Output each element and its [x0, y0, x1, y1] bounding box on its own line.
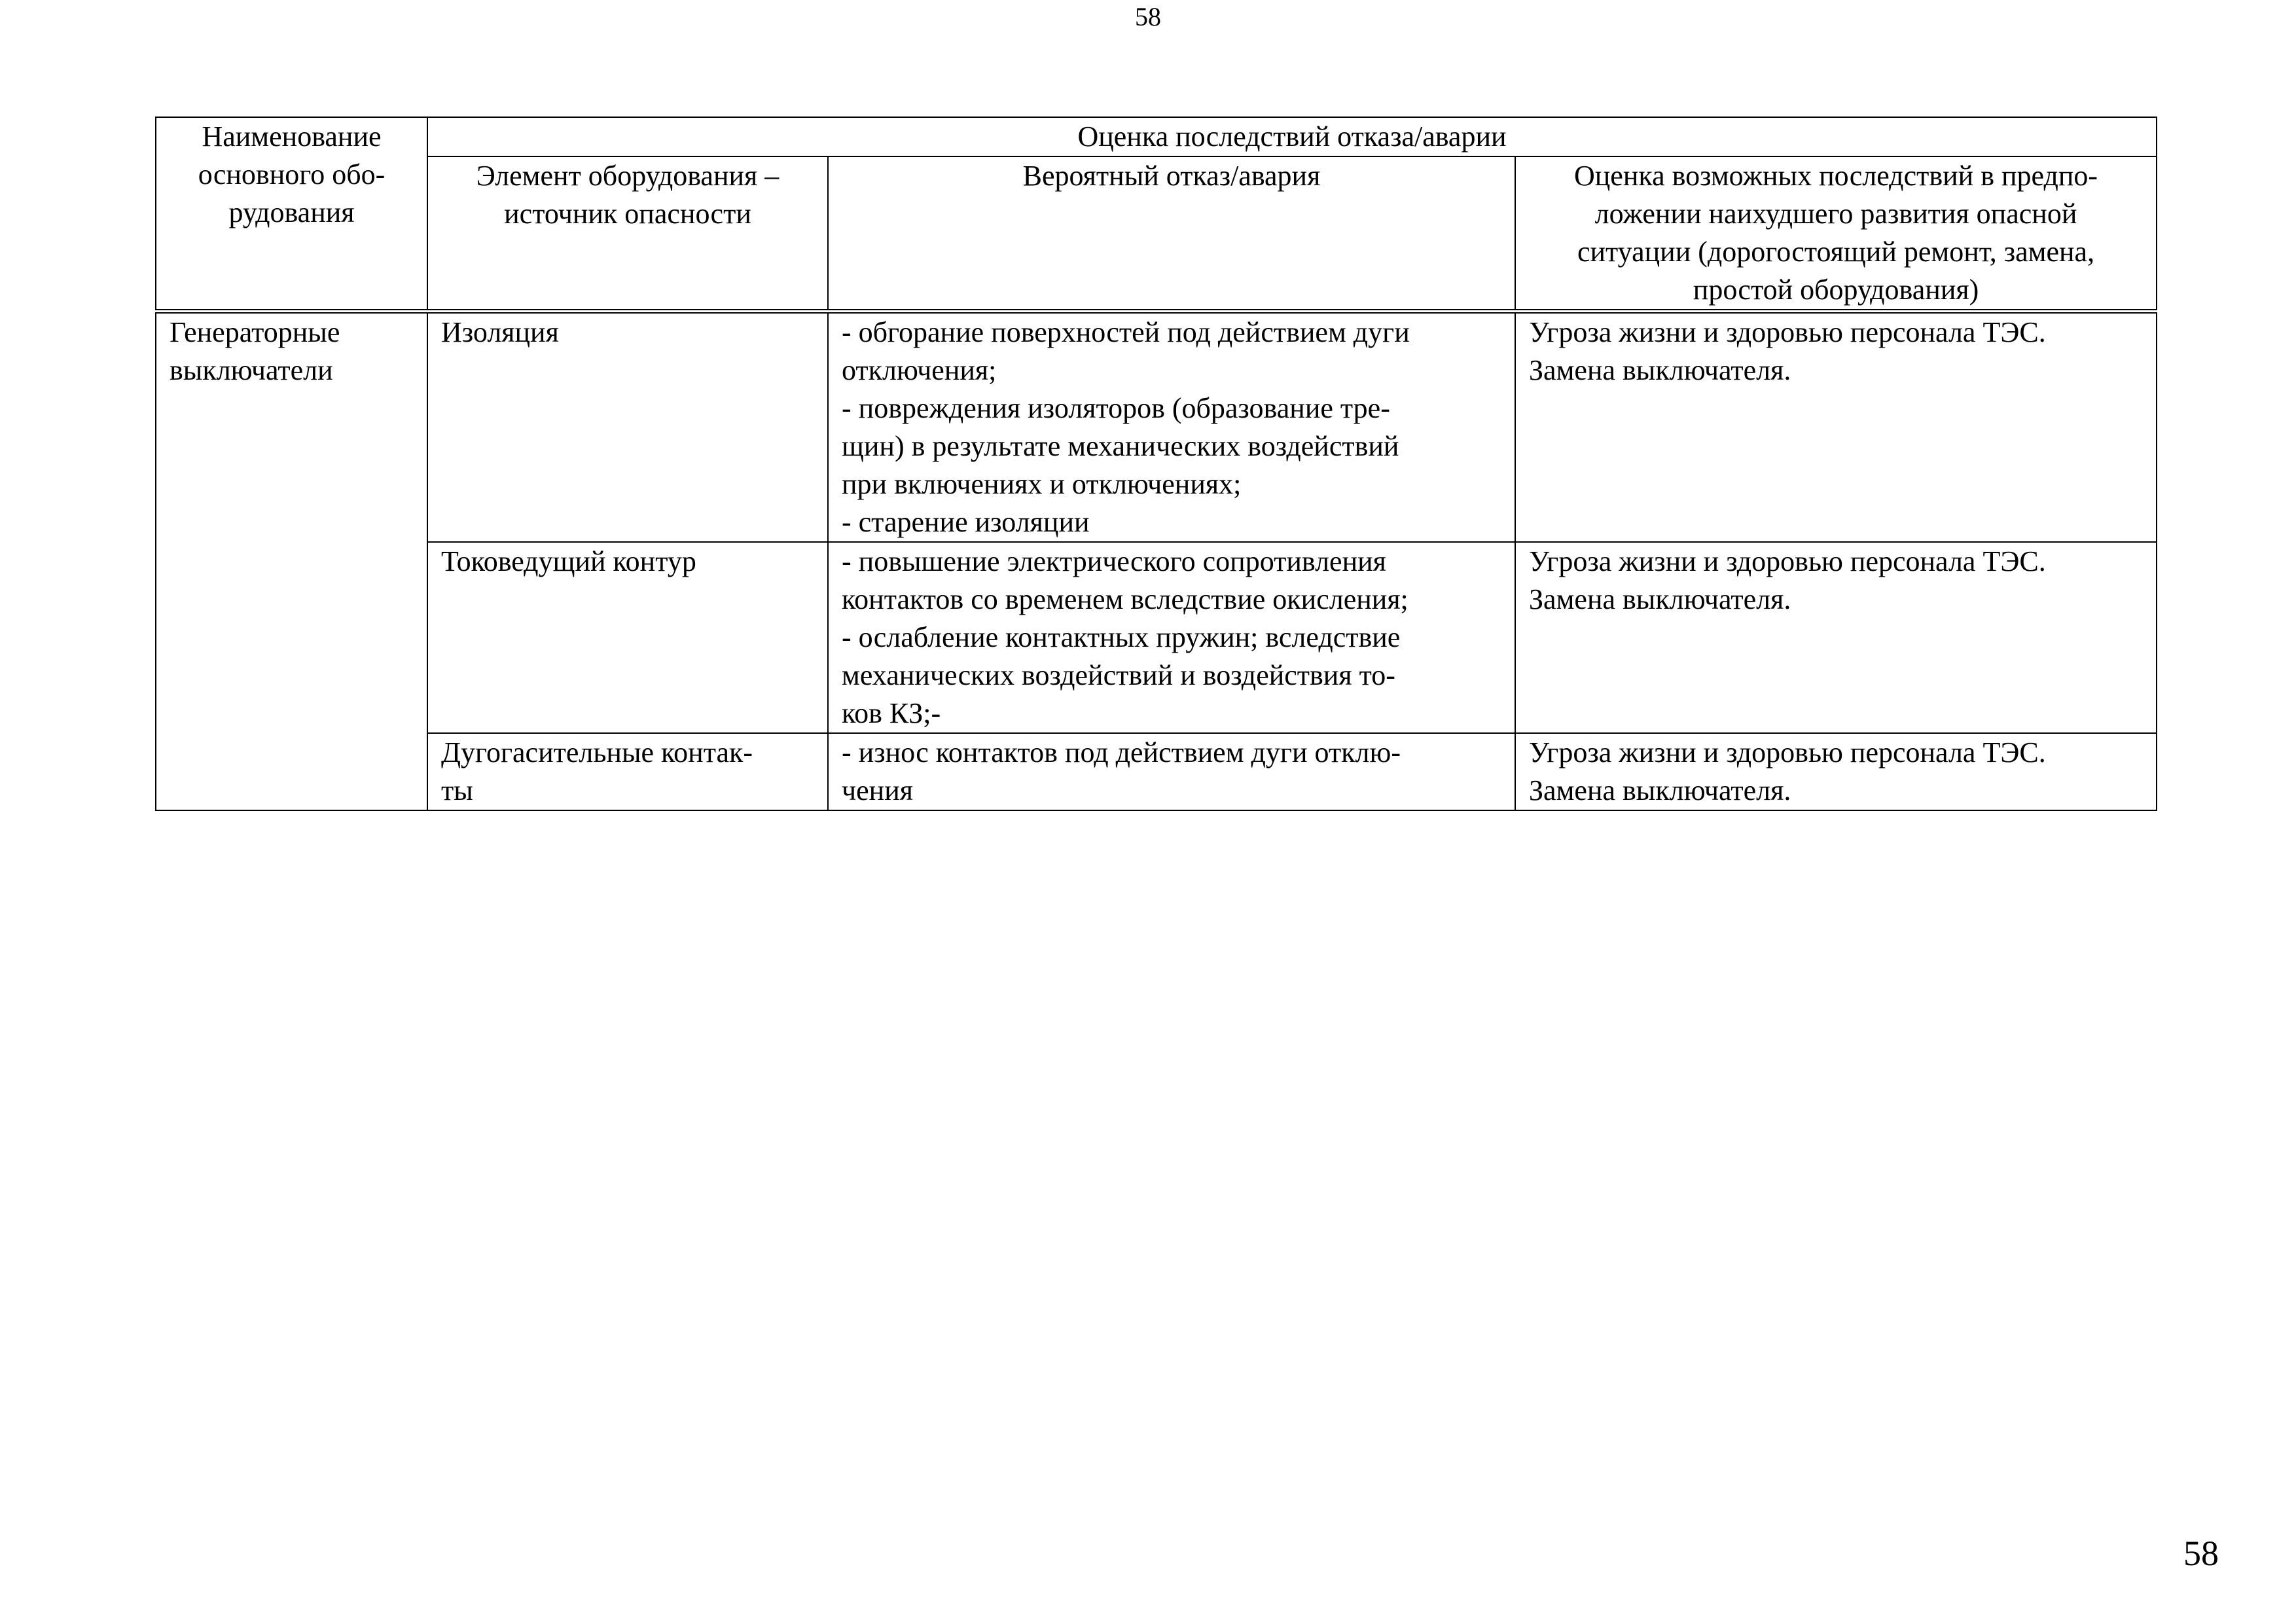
table-row: [156, 542, 2157, 733]
header-row-1: [156, 117, 2157, 156]
header-element: Элемент оборудования – источник опасности: [427, 156, 828, 312]
consequence-cell: Угроза жизни и здоровью персонала ТЭС. Замена выключателя.: [1515, 542, 2157, 733]
page-number-top: 58: [1135, 2, 1161, 31]
header-group-title: Оценка последствий отказа/аварии: [427, 117, 2157, 156]
element-cell: Дугогасительные контак- ты: [427, 733, 828, 810]
failure-cell: - обгорание поверхностей под действием дуги отключения; - повреждения изоляторов (образование тре- щин) в результате механических воздействий при включениях и отключениях; - старение изоляции: [828, 312, 1515, 543]
consequence-cell: Угроза жизни и здоровью персонала ТЭС. Замена выключателя.: [1515, 312, 2157, 543]
element-cell: Изоляция: [427, 312, 828, 543]
page-number-bottom: 58: [2183, 1534, 2219, 1573]
consequence-cell: Угроза жизни и здоровью персонала ТЭС. Замена выключателя.: [1515, 733, 2157, 810]
header-equipment-name: Наименование основного обо- рудования: [156, 117, 427, 312]
header-row-2: [156, 156, 2157, 312]
failure-cell: - износ контактов под действием дуги отклю- чения: [828, 733, 1515, 810]
failure-cell: - повышение электрического сопротивления контактов со временем вследствие окисления; - ослабление контактных пружин; вследствие механических воздействий и воздействия то- ков КЗ;-: [828, 542, 1515, 733]
element-cell: Токоведущий контур: [427, 542, 828, 733]
header-failure: Вероятный отказ/авария: [828, 156, 1515, 312]
equipment-name-cell: Генераторные выключатели: [156, 312, 427, 811]
table-row: [156, 312, 2157, 543]
risk-assessment-table: [155, 117, 2157, 811]
header-consequences: Оценка возможных последствий в предпо- ложении наихудшего развития опасной ситуации (дорогостоящий ремонт, замена, простой оборудования): [1515, 156, 2157, 312]
table-row: [156, 733, 2157, 810]
